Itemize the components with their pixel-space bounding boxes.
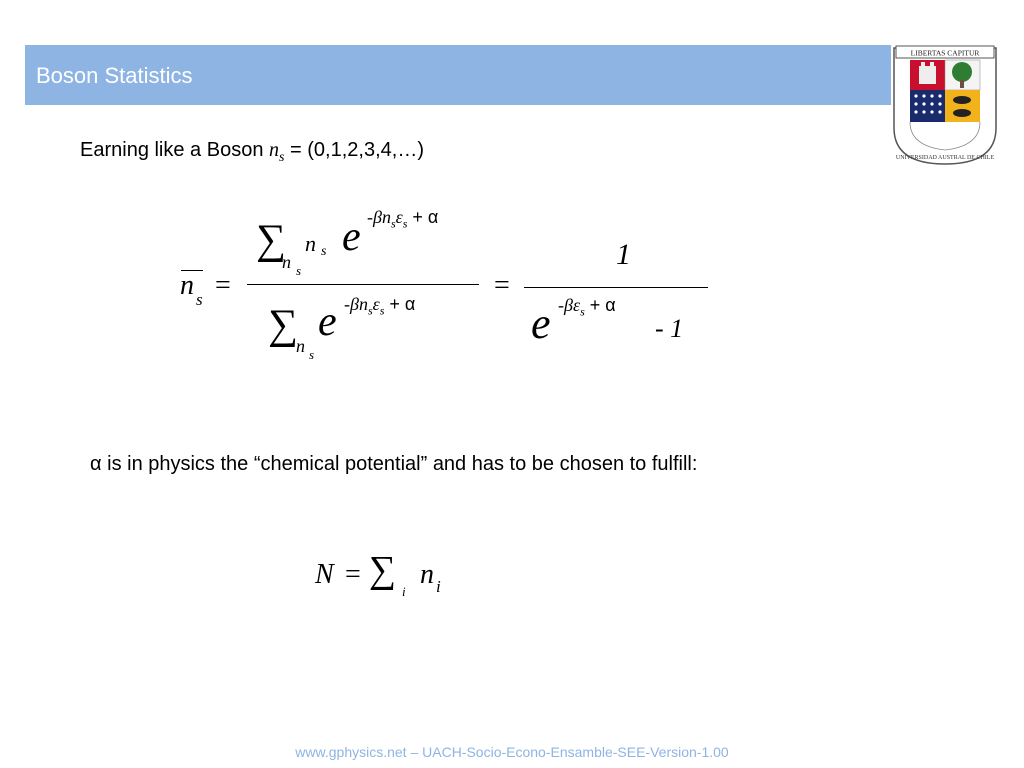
slide-title: Boson Statistics — [36, 63, 193, 88]
logo-banner-text: LIBERTAS CAPITUR — [910, 48, 980, 58]
lhs-n: n — [180, 270, 194, 301]
den-exp-plus-alpha: + α — [384, 294, 416, 314]
constraint-n-sub: i — [436, 577, 441, 596]
fraction-bar-2 — [524, 287, 708, 288]
num-exp-eps: ε — [395, 207, 403, 227]
denominator-index-n: n — [296, 336, 305, 356]
numerator-index-sub: s — [296, 263, 302, 278]
denominator-index-sub: s — [309, 347, 315, 362]
rhs-minus-one: - 1 — [655, 314, 684, 343]
intro-var-sub: s — [279, 150, 285, 165]
intro-text-before: Earning like a Boson — [80, 139, 270, 161]
constraint-n: n — [420, 559, 434, 590]
logo-ring-text: UNIVERSIDAD AUSTRAL DE CHILE — [895, 155, 995, 161]
numerator-factor-sub: s — [321, 244, 327, 259]
fraction-bar-1 — [247, 284, 479, 285]
rhs-exp-sub: s — [580, 304, 585, 319]
rhs-exp-plus-alpha: + α — [584, 295, 616, 315]
intro-line — [80, 139, 424, 166]
num-exp-sub-s1: s — [390, 216, 396, 231]
footer-credit: www.gphysics.net – UACH-Socio-Econo-Ensamble-SEE-Version-1.00 — [295, 744, 729, 760]
constraint-sigma: ∑ — [369, 549, 397, 591]
numerator-index-n: n — [282, 252, 291, 272]
constraint-equals: = — [345, 559, 361, 590]
numerator-sigma: ∑ — [256, 217, 286, 263]
rhs-equals: = — [494, 270, 510, 301]
denominator-sigma: ∑ — [268, 302, 298, 348]
numerator-exponent — [367, 207, 438, 232]
intro-var-n: n — [269, 139, 280, 161]
denominator-exponent — [344, 294, 415, 319]
rhs-exponent — [558, 295, 616, 320]
numerator-e: e — [342, 214, 361, 260]
denominator-e: e — [318, 299, 337, 345]
lhs-equals: = — [215, 270, 231, 301]
rhs-exp-minus-beta: -βε — [558, 295, 581, 315]
university-logo — [890, 42, 1000, 168]
rhs-one: 1 — [616, 238, 631, 271]
constraint-N: N — [315, 559, 334, 590]
den-exp-minus-beta: -βn — [344, 294, 368, 314]
den-exp-eps: ε — [372, 294, 380, 314]
lhs-sub: s — [196, 290, 203, 309]
num-exp-sub-s2: s — [402, 216, 408, 231]
intro-text-after: = (0,1,2,3,4,…) — [284, 139, 424, 161]
constraint-index: i — [402, 584, 406, 599]
num-exp-plus-alpha: + α — [407, 207, 439, 227]
num-exp-minus-beta: -βn — [367, 207, 391, 227]
rhs-e: e — [531, 299, 551, 348]
den-exp-sub-s1: s — [367, 303, 373, 318]
header-bar — [25, 45, 891, 105]
den-exp-sub-s2: s — [379, 303, 385, 318]
chemical-potential-statement: α is in physics the “chemical potential” and has to be chosen to fulfill: — [90, 453, 698, 475]
coat-of-arms-icon — [890, 42, 1000, 168]
numerator-factor-n: n — [305, 231, 316, 256]
